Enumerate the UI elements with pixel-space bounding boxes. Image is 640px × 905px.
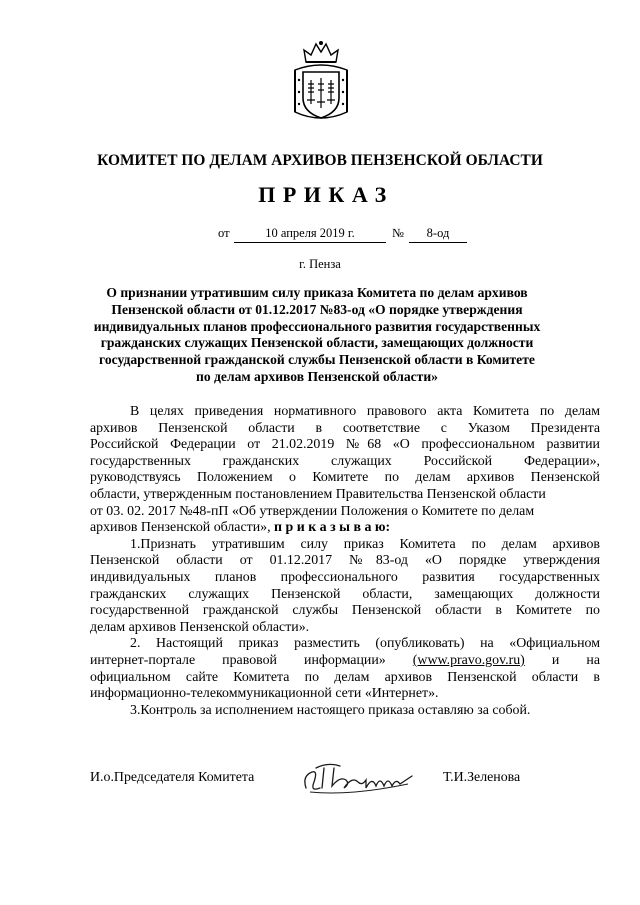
- signatory-position: И.о.Председателя Комитета: [90, 770, 255, 785]
- subject-line: О признании утратившим силу приказа Комитета по делам архивов: [106, 285, 528, 300]
- item2-line: официальном сайте Комитета по делам архивов Пензенской области в: [90, 669, 600, 685]
- item1-line: индивидуальных планов профессионального развития государственных: [90, 569, 600, 585]
- number-label: №: [392, 226, 404, 240]
- signature-block: [0, 768, 640, 808]
- subject-line: индивидуальных планов профессионального развития государственных: [93, 318, 541, 334]
- item2-line-with-link: [90, 653, 600, 670]
- order-number: 8-од: [409, 226, 467, 243]
- item3-line: 3.Контроль за исполнением настоящего приказа оставляю за собой.: [130, 702, 531, 718]
- pravo-gov-link[interactable]: (www.pravo.gov.ru): [412, 652, 525, 668]
- item2-line: 2. Настоящий приказ разместить (опубликовать) на «Официальном: [130, 636, 600, 652]
- city: г. Пенза: [299, 257, 341, 271]
- item1-line: государственной гражданской службы Пензенской области в Комитете по: [90, 603, 600, 619]
- preamble-line: государственных гражданских служащих Российской Федерации»,: [90, 453, 600, 469]
- subject-line: по делам архивов Пензенской области»: [196, 368, 438, 384]
- handwritten-signature: [300, 758, 418, 800]
- item1-line: Пензенской области от 01.12.2017 №83-од «О порядке утверждения: [90, 553, 600, 569]
- preamble-line-final: [90, 520, 600, 537]
- item1-line: делам архивов Пензенской области».: [90, 619, 310, 635]
- coat-of-arms-icon: [290, 40, 352, 130]
- preamble-prefix: архивов Пензенской области»,: [90, 520, 271, 536]
- item1-line: гражданских служащих Пензенской области, замещающих должности: [90, 586, 600, 602]
- item1-line: 1.Признать утратившим силу приказ Комитета по делам архивов: [130, 536, 600, 552]
- order-body: [90, 404, 600, 719]
- preamble-line: от 03. 02. 2017 №48-пП «Об утверждении Положения о Комитете по делам: [90, 503, 535, 519]
- item2-text-after: и на: [551, 652, 600, 668]
- signatory-name: Т.И.Зеленова: [443, 770, 521, 785]
- item2-text: интернет-портале правовой информации»: [90, 652, 386, 668]
- order-keyword: п р и к а з ы в а ю:: [274, 520, 391, 536]
- preamble-line: В целях приведения нормативного правового акта Комитета по делам: [130, 404, 600, 419]
- preamble-line: архивов Пензенской области в соответствие с Указом Президента: [90, 420, 600, 436]
- order-subject: [80, 285, 554, 386]
- organization-name: КОМИТЕТ ПО ДЕЛАМ АРХИВОВ ПЕНЗЕНСКОЙ ОБЛАСТИ: [97, 152, 543, 169]
- subject-line: гражданских служащих Пензенской области, замещающих должности: [100, 335, 534, 351]
- date-label: от: [218, 226, 230, 240]
- order-date: 10 апреля 2019 г.: [234, 226, 386, 243]
- date-number-line: [0, 226, 640, 246]
- preamble-line: Российской Федерации от 21.02.2019 №68 «О профессиональном развитии: [90, 437, 600, 453]
- item2-line: информационно-телекоммуникационной сети «Интернет».: [90, 686, 439, 702]
- document-type: ПРИКАЗ: [258, 182, 394, 207]
- subject-line: государственной гражданской службы Пензенской области в Комитете: [99, 352, 535, 368]
- subject-line: Пензенской области от 01.12.2017 №83-од «О порядке утверждения: [111, 301, 523, 317]
- preamble-line: руководствуясь Положением о Комитете по делам архивов Пензенской: [90, 470, 600, 486]
- preamble-line: области, утвержденным постановлением Правительства Пензенской области: [90, 486, 546, 502]
